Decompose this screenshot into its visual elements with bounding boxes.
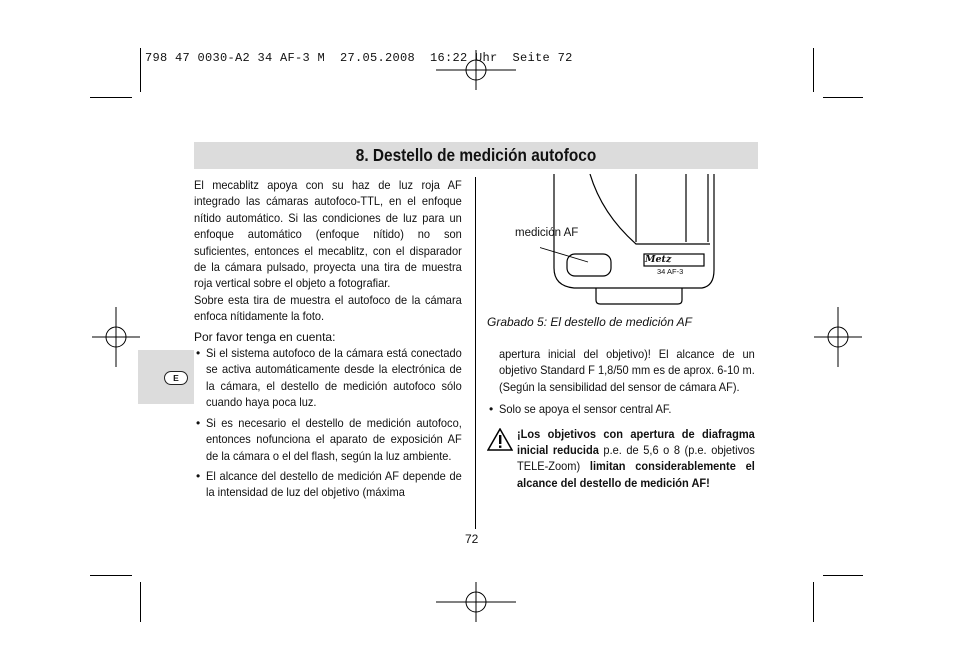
language-tab-label: E [164, 371, 188, 385]
continuation-paragraph: apertura inicial del objetivo)! El alcance de un objetivo Standard F 1,8/50 mm es de aprox. 6-10 m. (Según la sensibilidad del sensor de cámara AF). [499, 347, 755, 394]
warning-note [487, 426, 755, 492]
figure-caption: Grabado 5: El destello de medición AF [487, 315, 693, 329]
intro-paragraph-2: Sobre esta tira de muestra el autofoco de la cámara enfoca nítidamente la foto. [194, 292, 462, 324]
warning-triangle-icon [487, 428, 513, 452]
language-tab [138, 350, 194, 404]
print-slug-line: 798 47 0030-A2 34 AF-3 M 27.05.2008 16:22 Uhr Seite 72 [145, 51, 573, 65]
left-column [194, 177, 462, 501]
column-divider [475, 177, 476, 529]
warning-bold-end: limitan considerablemente el alcance del destello de medición AF! [517, 459, 755, 490]
right-column [487, 346, 755, 491]
section-heading: 8. Destello de medición autofoco [355, 145, 597, 165]
note-label: Por favor tenga en cuenta: [194, 329, 336, 344]
flash-model-label: 34 AF-3 [657, 267, 684, 276]
warning-bold-start: ¡Los objetivos con apertura de diafragma inicial reducida [517, 426, 755, 458]
list-item: • Solo se apoya el sensor central AF. [489, 402, 672, 417]
figure-callout-label: medición AF [515, 227, 579, 239]
list-item: • El alcance del destello de medición AF depende de la intensidad de luz del objetivo (máxima [196, 468, 462, 500]
page-number: 72 [465, 532, 479, 546]
warning-normal-text: p.e. de 5,6 o 8 (p.e. objetivos TELE-Zoom) [517, 443, 755, 474]
list-item: • Si el sistema autofoco de la cámara está conectado se activa automáticamente desde la electrónica de la cámara, el destello de medición autofoco sólo cuando haya poca luz. [196, 346, 462, 410]
flash-brand-logo: Metz [645, 254, 672, 265]
intro-paragraph: El mecablitz apoya con su haz de luz roja AF integrado las cámaras autofoco-TTL, en el enfoque nítido automático. Si las condiciones de luz para un enfoque automático (enfoque nítido) no son suficientes, entonces el mecablitz, con el disparador de la cámara pulsado, proyecta una tira de muestra roja vertical sobre el objeto a fotografiar. [194, 178, 462, 291]
flash-unit-illustration [540, 174, 720, 306]
list-item: • Si es necesario el destello de medición autofoco, entonces nofunciona el aparato de exposición AF de la cámara o el del flash, según la luz ambiente. [196, 415, 462, 463]
section-heading-bar [194, 142, 758, 169]
